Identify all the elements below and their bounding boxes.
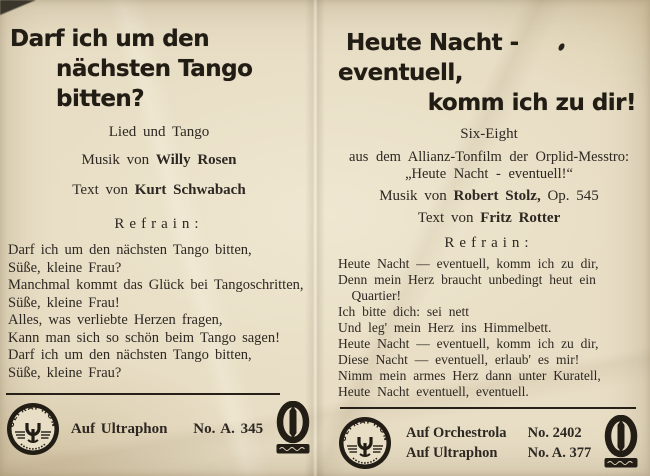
- lyric-line: Diese Nacht — eventuell, erlaub' es mir!: [338, 352, 580, 367]
- record-label-name: Auf Orchestrola: [406, 425, 507, 441]
- record-label-name: Auf Ultraphon: [70, 420, 168, 437]
- right-title-line1: Heute Nacht - eventuell,: [338, 30, 519, 86]
- right-genre-label: Six-Eight: [460, 126, 518, 142]
- left-footer-text: [60, 421, 274, 438]
- right-lyrics: [338, 256, 640, 400]
- lyric-line: Süße, kleine Frau!: [8, 294, 120, 311]
- film-attribution: [338, 149, 640, 183]
- left-refrain-label: Refrain:: [114, 216, 204, 232]
- lyric-line: Alles, was verliebte Herzen fragen,: [8, 312, 223, 328]
- composer-name: Robert Stolz,: [453, 188, 541, 204]
- text-credit-prefix: Text von: [417, 210, 474, 226]
- left-genre-label: Lied und Tango: [108, 124, 210, 140]
- lyric-line: Süße, kleine Frau?: [8, 364, 122, 381]
- right-refrain-label: Refrain:: [444, 235, 534, 251]
- film-attribution-line1: aus dem Allianz-Tonfilm der Orplid-Messtro:: [349, 149, 629, 165]
- ultraphon-badge-icon: [6, 402, 60, 456]
- lyric-line: Heute Nacht — eventuell, komm ich zu dir,: [338, 336, 599, 351]
- svg-text:ULTRAPHON: ULTRAPHON: [6, 402, 60, 429]
- catalog-number: No. A. 377: [527, 445, 592, 461]
- music-credit-prefix: Musik von: [379, 188, 447, 204]
- footer-row: [406, 443, 602, 463]
- lyric-line: Darf ich um den nächsten Tango bitten,: [8, 242, 252, 258]
- orchestrola-logo-icon: [274, 401, 312, 457]
- left-title-line1: Darf ich um den: [10, 26, 210, 52]
- left-divider-rule: [6, 393, 280, 395]
- left-title-line2: nächsten Tango bitten?: [56, 56, 253, 112]
- right-title-line2: komm ich zu dir!: [427, 90, 636, 116]
- music-credit-prefix: Musik von: [81, 152, 150, 168]
- lyricist-name: Fritz Rotter: [480, 210, 561, 226]
- composer-name: Willy Rosen: [155, 152, 237, 168]
- right-text-credit: [338, 210, 640, 227]
- right-footer: [338, 415, 640, 471]
- ultraphon-badge-icon: [338, 416, 392, 470]
- left-music-credit: [6, 152, 312, 169]
- lyric-line: Heute Nacht eventuell, eventuell.: [338, 384, 529, 399]
- corner-fold: [0, 0, 36, 15]
- left-page: [0, 0, 318, 476]
- left-footer: [6, 401, 312, 457]
- lyric-line: Quartier!: [338, 288, 401, 303]
- lyric-line: Kann man sich so schön beim Tango sagen!: [8, 329, 280, 346]
- orchestrola-logo-icon: [602, 415, 640, 471]
- lyric-line: Denn mein Herz braucht unbedingt heut ein: [338, 272, 596, 287]
- catalog-number: No. A. 345: [193, 420, 264, 437]
- lyric-line: Heute Nacht — eventuell, komm ich zu dir,: [338, 256, 599, 271]
- lyric-line: Darf ich um den nächsten Tango bitten,: [8, 347, 252, 363]
- opus-number: Op. 545: [547, 188, 599, 204]
- lyric-line: Ich bitte dich: sei nett: [338, 304, 469, 319]
- svg-text:ULTRAPHON: ULTRAPHON: [338, 416, 392, 443]
- film-attribution-line2: „Heute Nacht - eventuell!“: [405, 166, 573, 182]
- left-song-title: [6, 24, 312, 114]
- lyricist-name: Kurt Schwabach: [134, 182, 246, 198]
- left-lyrics: [8, 242, 312, 382]
- lyric-line: Manchmal kommt das Glück bei Tangoschritten,: [8, 277, 304, 293]
- text-credit-prefix: Text von: [72, 182, 128, 198]
- right-music-credit: [338, 188, 640, 205]
- left-text-credit: [6, 182, 312, 199]
- footer-row: [406, 423, 602, 443]
- lyric-line: Und leg' mein Herz ins Himmelbett.: [338, 320, 552, 335]
- lyric-line: Süße, kleine Frau?: [8, 259, 122, 276]
- right-divider-rule: [340, 407, 636, 409]
- lyric-line: Nimm mein armes Herz dann unter Kuratell,: [338, 368, 601, 383]
- right-footer-text: [392, 423, 602, 463]
- catalog-number: No. 2402: [527, 425, 582, 441]
- right-page: [318, 0, 650, 476]
- record-label-name: Auf Ultraphon: [406, 445, 498, 461]
- right-song-title: [338, 28, 640, 118]
